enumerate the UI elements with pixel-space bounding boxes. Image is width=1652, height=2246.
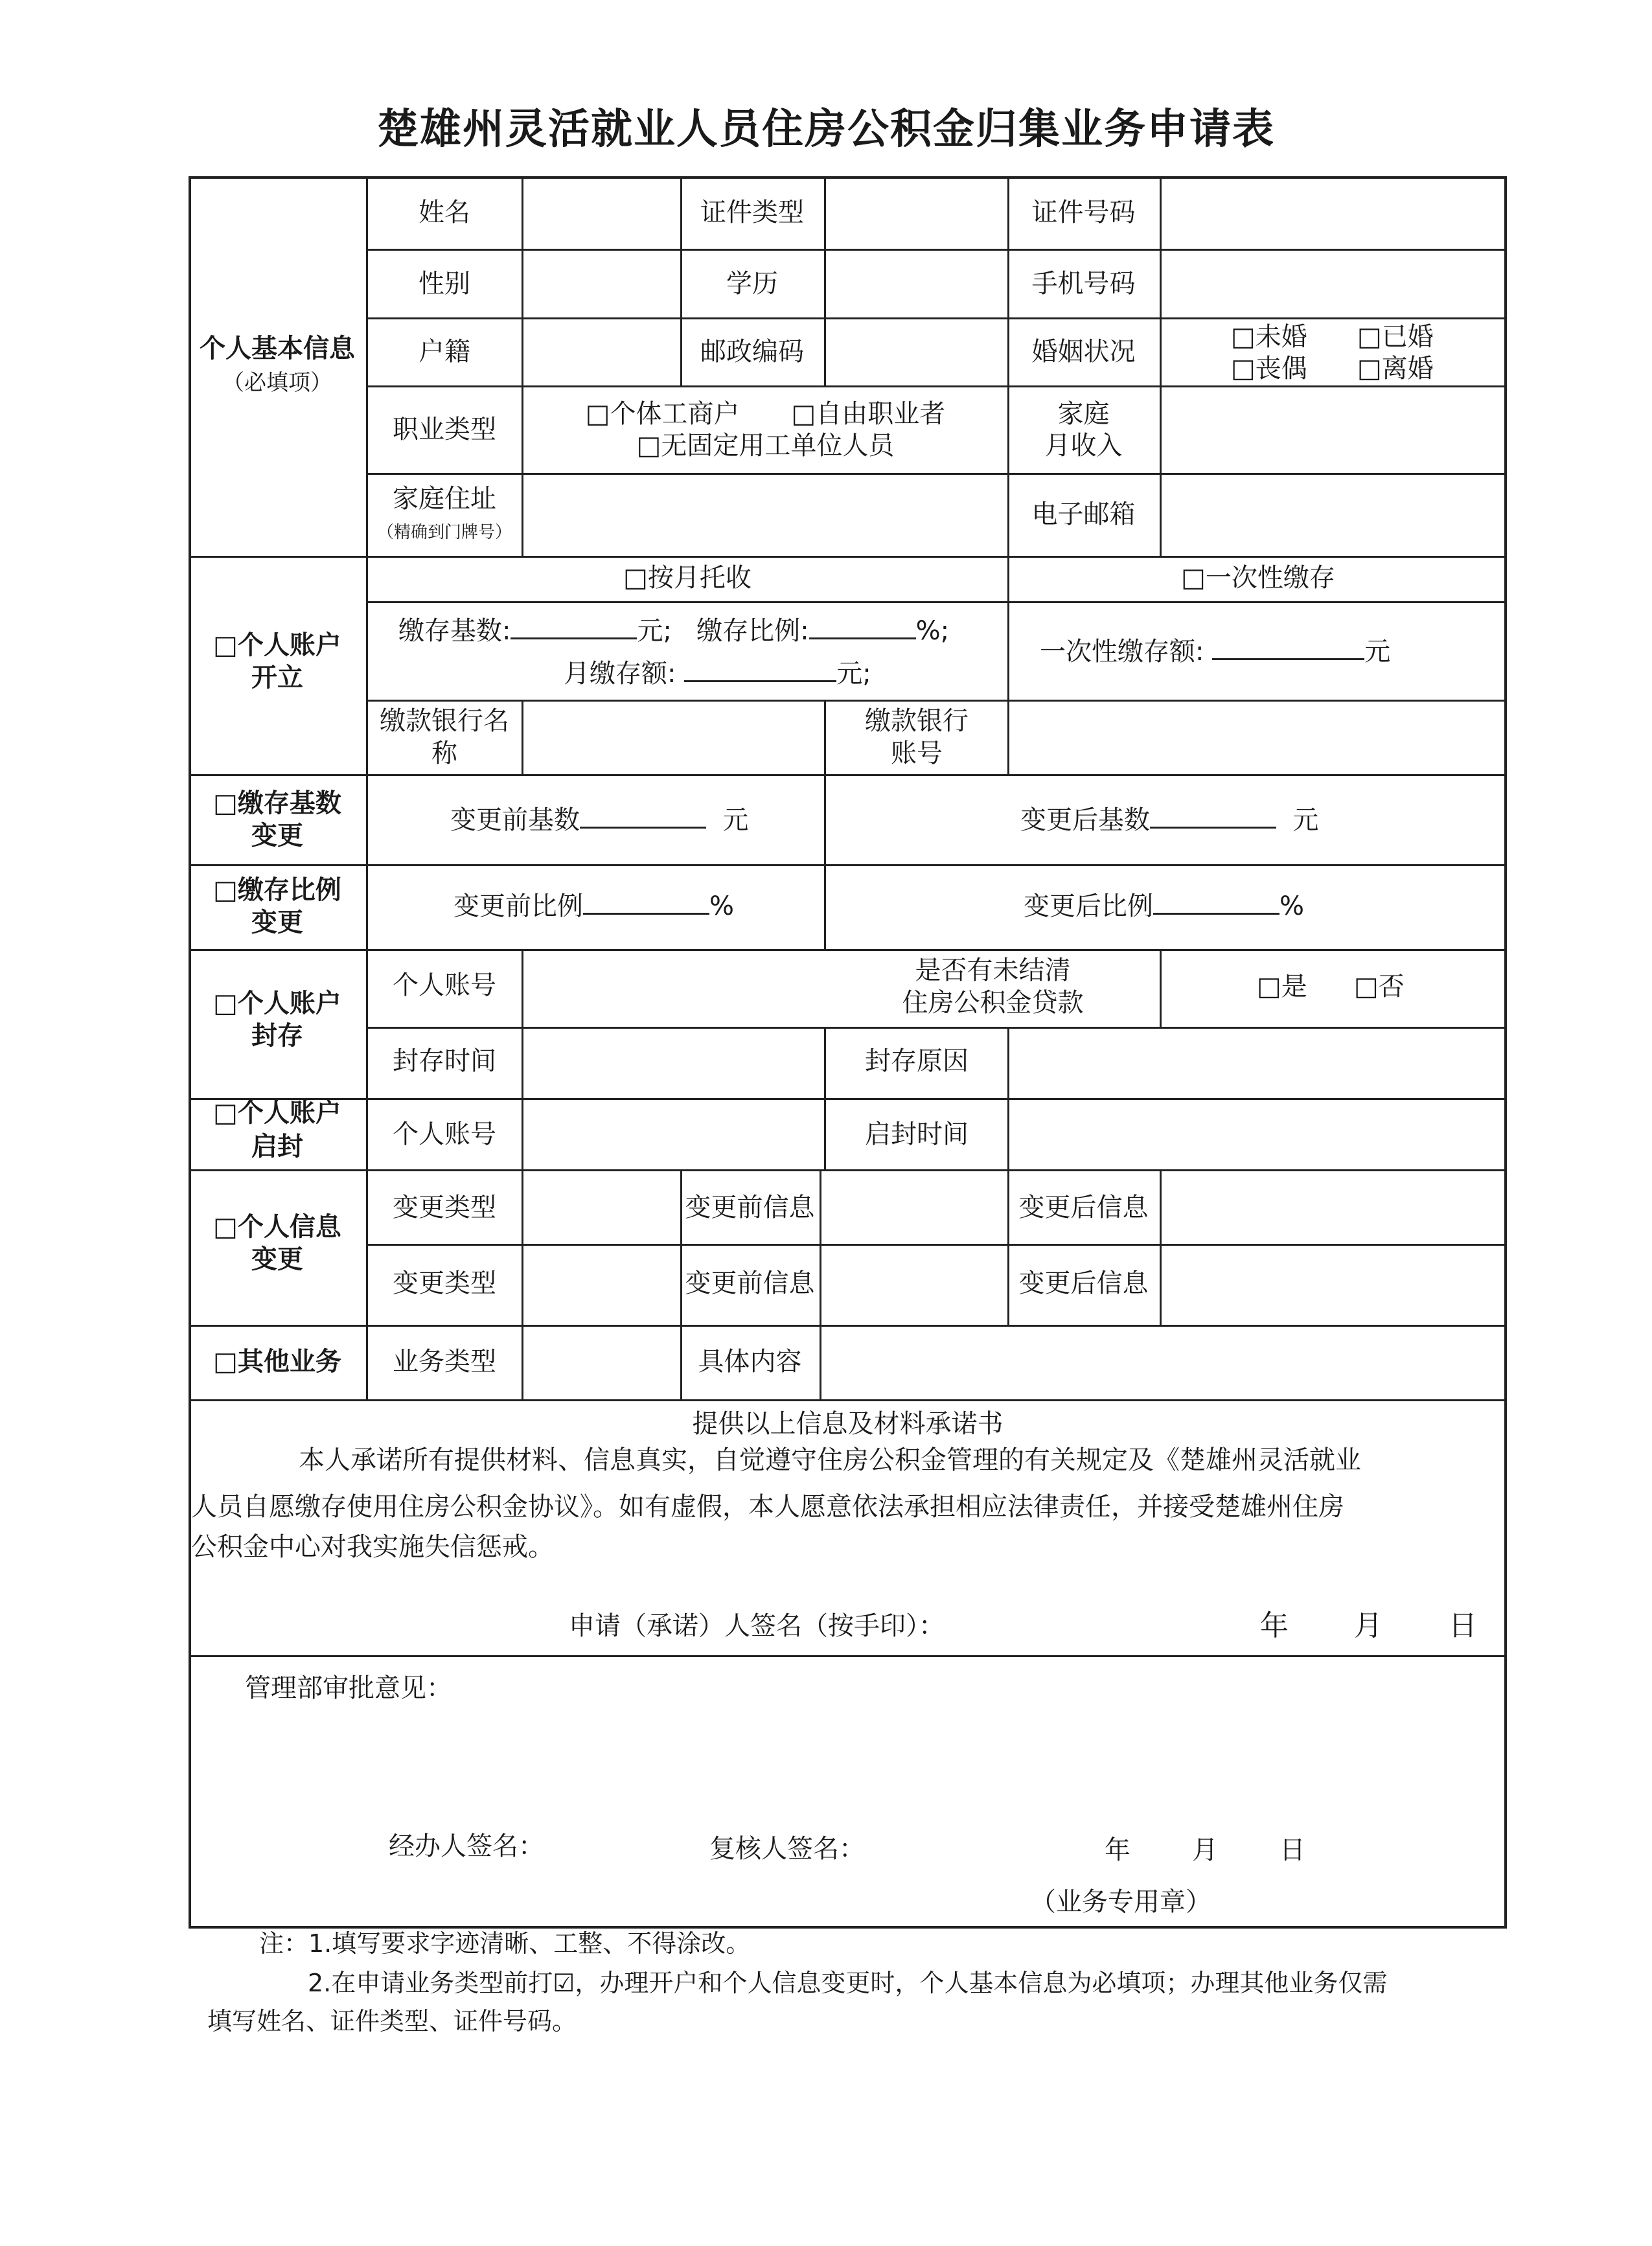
section-base-change-2: 变更 — [251, 821, 303, 851]
field-ratio-before[interactable] — [583, 891, 709, 915]
label-unpaid-loan-1: 是否有未结清 — [915, 956, 1071, 985]
label-after-info-1: 变更后信息 — [1018, 1193, 1149, 1222]
section-open-account-2: 开立 — [251, 663, 303, 693]
label-name: 姓名 — [419, 198, 470, 227]
unit-base-before: 元 — [722, 805, 749, 835]
label-change-type-2: 变更类型 — [393, 1268, 496, 1298]
pledge-day: 日 — [1449, 1609, 1477, 1642]
field-ratio-after[interactable] — [1153, 891, 1279, 915]
line-lump-amount — [1040, 635, 1390, 669]
section-ratio-change-1[interactable]: □缴存比例 — [213, 875, 341, 905]
business-stamp-label: （业务专用章） — [1030, 1887, 1211, 1917]
label-job-type: 职业类型 — [393, 415, 496, 444]
section-base-change-1[interactable]: □缴存基数 — [213, 788, 341, 818]
label-before-info-1: 变更前信息 — [685, 1193, 815, 1222]
field-lump-amount[interactable] — [1212, 636, 1364, 660]
home-address-note: （精确到门牌号） — [376, 523, 512, 542]
note-2: 2.在申请业务类型前打☑，办理开户和个人信息变更时，个人基本信息为必填项；办理其他业务仅需 — [308, 1969, 1388, 1997]
label-bank-name-2: 称 — [431, 739, 457, 768]
label-seal-time: 封存时间 — [393, 1046, 496, 1076]
unit-ratio-before: % — [709, 891, 735, 921]
label-deposit-ratio: 缴存比例: — [696, 616, 809, 646]
label-change-type-1: 变更类型 — [393, 1193, 496, 1222]
line-base-after — [1020, 803, 1318, 837]
label-gender: 性别 — [419, 269, 470, 299]
line-ratio-after — [1024, 889, 1304, 923]
approval-month: 月 — [1192, 1835, 1218, 1865]
label-bank-account-2: 账号 — [891, 739, 943, 768]
unit-yuan-lump: 元 — [1364, 637, 1391, 667]
required-note: （必填项） — [222, 370, 332, 396]
label-family-income-1: 家庭 — [1057, 399, 1110, 429]
section-unseal-1[interactable]: □个人账户 — [213, 1098, 341, 1128]
label-bank-name-1: 缴款银行名 — [380, 706, 509, 736]
section-other-business[interactable]: □其他业务 — [213, 1347, 341, 1377]
unit-ratio-after: % — [1279, 891, 1305, 921]
checkbox-married[interactable]: □已婚 — [1357, 322, 1434, 352]
checkbox-unmarried[interactable]: □未婚 — [1231, 322, 1307, 352]
section-open-account-1[interactable]: □个人账户 — [213, 630, 341, 660]
field-base-after[interactable] — [1150, 805, 1276, 829]
checkbox-loan-yes[interactable]: □是 — [1257, 972, 1307, 1002]
label-base-after: 变更后基数 — [1020, 805, 1150, 835]
label-unseal-time: 启封时间 — [865, 1119, 969, 1149]
handler-signature-label: 经办人签名： — [389, 1831, 544, 1861]
unit-yuan-base: 元; — [637, 616, 672, 646]
approval-opinion-label: 管理部审批意见： — [245, 1673, 452, 1703]
line-monthly-amount — [564, 657, 871, 691]
note-1: 注：1.填写要求字迹清晰、工整、不得涂改。 — [259, 1929, 751, 1958]
label-lump-amount: 一次性缴存额: — [1040, 637, 1204, 667]
unit-yuan-monthly: 元; — [836, 659, 871, 689]
label-education: 学历 — [726, 269, 778, 299]
label-marital-status: 婚姻状况 — [1031, 337, 1136, 367]
label-home-address: 家庭住址 — [393, 484, 496, 514]
section-info-change-2: 变更 — [251, 1244, 303, 1274]
section-unseal-2: 启封 — [251, 1132, 303, 1162]
checkbox-loan-no[interactable]: □否 — [1354, 972, 1405, 1002]
pledge-month: 月 — [1354, 1609, 1382, 1642]
label-monthly-amount: 月缴存额: — [564, 659, 676, 689]
label-base-before: 变更前基数 — [450, 805, 580, 835]
field-base-before[interactable] — [580, 805, 706, 829]
line-ratio-before — [453, 889, 734, 923]
label-before-info-2: 变更前信息 — [685, 1268, 815, 1298]
field-monthly-amount[interactable] — [684, 658, 836, 682]
label-deposit-base: 缴存基数: — [398, 616, 511, 646]
section-info-change-1[interactable]: □个人信息 — [213, 1212, 341, 1242]
label-email: 电子邮箱 — [1031, 499, 1136, 529]
checkbox-divorced[interactable]: □离婚 — [1357, 354, 1434, 384]
label-hukou: 户籍 — [419, 337, 470, 367]
label-id-number: 证件号码 — [1031, 198, 1136, 227]
checkbox-widowed[interactable]: □丧偶 — [1231, 354, 1307, 384]
option-lump-sum[interactable]: □一次性缴存 — [1181, 563, 1335, 593]
section-seal-2: 封存 — [251, 1021, 303, 1051]
label-specific-content: 具体内容 — [698, 1347, 802, 1377]
section-seal-1[interactable]: □个人账户 — [213, 989, 341, 1018]
label-bank-account-1: 缴款银行 — [865, 706, 969, 736]
option-monthly-collection[interactable]: □按月托收 — [623, 563, 751, 593]
job-type-options-2[interactable]: □无固定用工单位人员 — [636, 431, 895, 461]
label-ratio-before: 变更前比例 — [453, 891, 583, 921]
form-title: 楚雄州灵活就业人员住房公积金归集业务申请表 — [377, 105, 1275, 154]
line-deposit-base — [398, 614, 949, 648]
reviewer-signature-label: 复核人签名： — [709, 1834, 865, 1864]
label-ratio-after: 变更后比例 — [1024, 891, 1153, 921]
pledge-year: 年 — [1260, 1609, 1289, 1642]
label-after-info-2: 变更后信息 — [1018, 1268, 1149, 1298]
pledge-line-2: 人员自愿缴存使用住房公积金协议》。如有虚假，本人愿意依法承担相应法律责任，并接受楚雄州住房 — [191, 1492, 1344, 1522]
label-business-type: 业务类型 — [393, 1347, 496, 1377]
label-postcode: 邮政编码 — [700, 337, 804, 367]
pledge-line-3: 公积金中心对我实施失信惩戒。 — [191, 1532, 554, 1562]
job-type-options-1[interactable]: □个体工商户 □自由职业者 — [585, 399, 946, 429]
approval-year: 年 — [1105, 1835, 1130, 1865]
label-family-income-2: 月收入 — [1044, 431, 1123, 461]
note-3: 填写姓名、证件类型、证件号码。 — [207, 2007, 577, 2035]
section-ratio-change-2: 变更 — [251, 908, 303, 937]
field-deposit-ratio[interactable] — [809, 615, 916, 639]
label-unseal-account: 个人账号 — [393, 1119, 496, 1149]
field-deposit-base[interactable] — [511, 615, 637, 639]
pledge-line-1: 本人承诺所有提供材料、信息真实，自觉遵守住房公积金管理的有关规定及《楚雄州灵活就业 — [299, 1445, 1361, 1475]
section-basic-info: 个人基本信息 — [200, 334, 355, 363]
unit-base-after: 元 — [1292, 805, 1319, 835]
label-id-type: 证件类型 — [700, 198, 804, 227]
label-seal-reason: 封存原因 — [865, 1046, 969, 1076]
unit-percent: %; — [915, 616, 950, 646]
label-unpaid-loan-2: 住房公积金贷款 — [902, 988, 1084, 1018]
label-phone: 手机号码 — [1031, 269, 1136, 299]
approval-day: 日 — [1279, 1835, 1305, 1865]
pledge-heading: 提供以上信息及材料承诺书 — [692, 1409, 1004, 1439]
label-seal-account: 个人账号 — [393, 970, 496, 1000]
line-base-before — [450, 803, 748, 837]
applicant-signature-label: 申请（承诺）人签名（按手印）： — [569, 1611, 945, 1641]
